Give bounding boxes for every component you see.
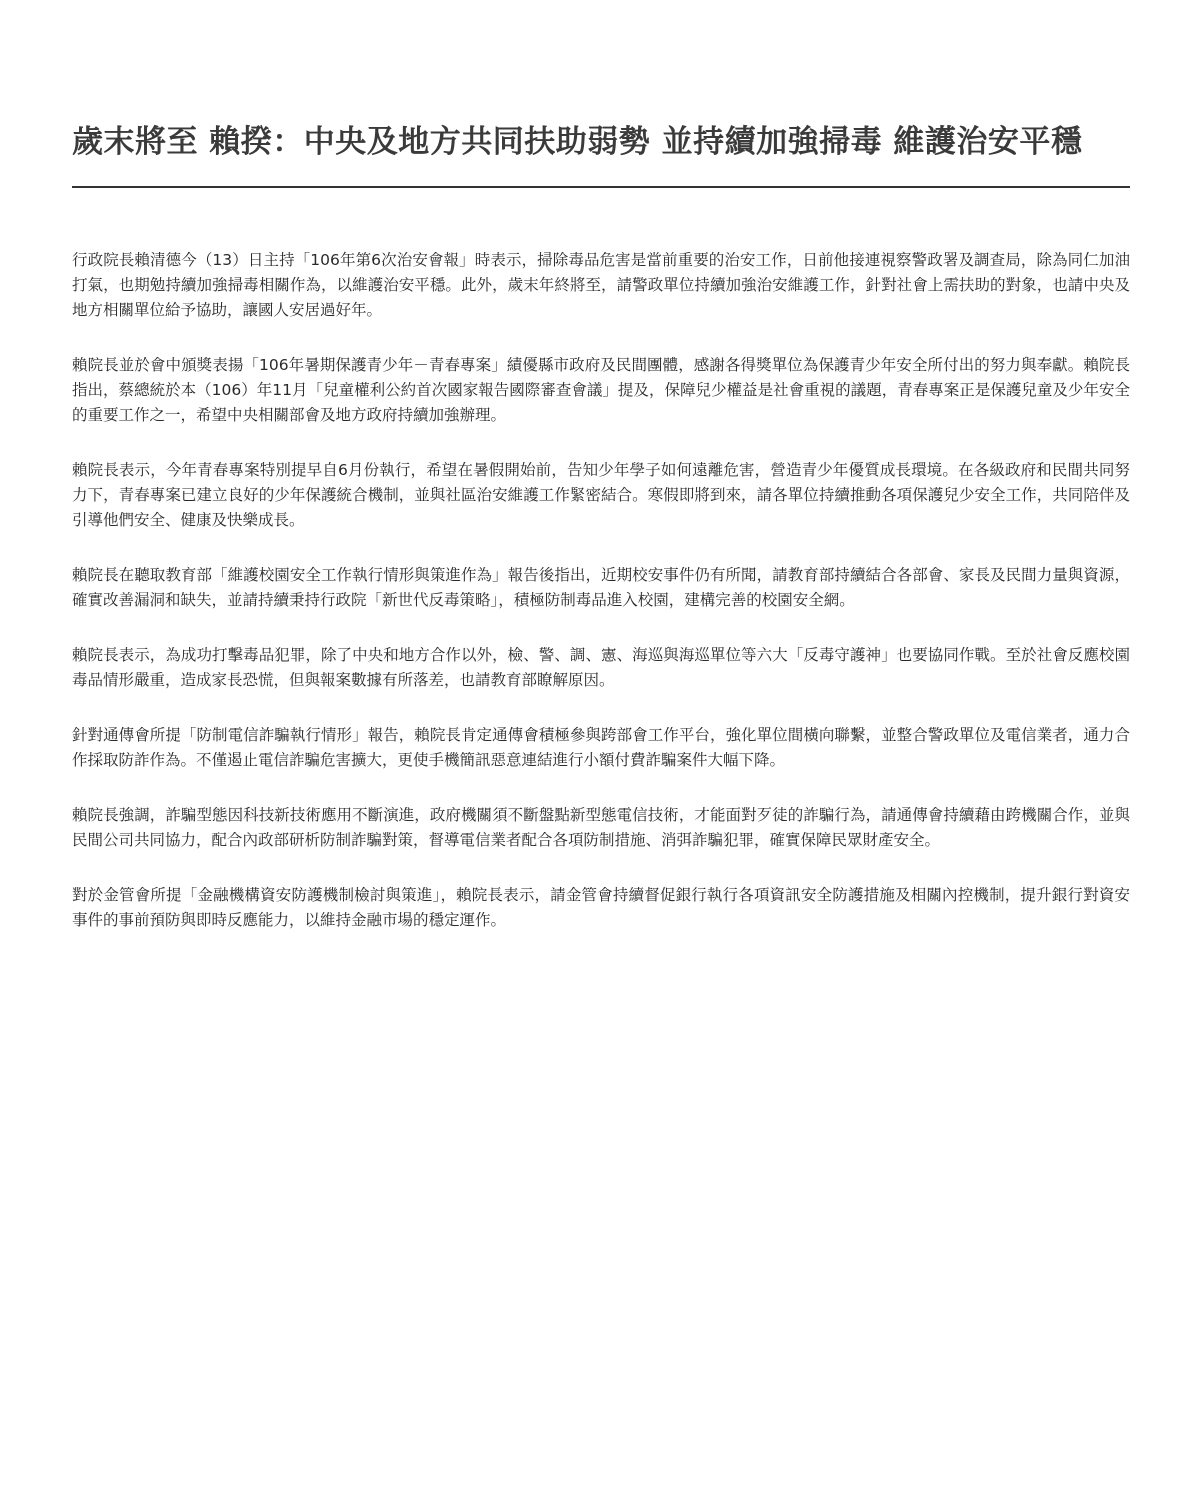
article-title: 歲末將至 賴揆：中央及地方共同扶助弱勢 並持續加強掃毒 維護治安平穩 [72, 124, 1083, 160]
paragraph: 賴院長強調，詐騙型態因科技新技術應用不斷演進，政府機關須不斷盤點新型態電信技術，才能面對歹徒的詐騙行為，請通傳會持續藉由跨機關合作，並與民間公司共同協力，配合內政部研析防制詐騙對策，督導電信業者配合各項防制措施、消弭詐騙犯罪，確實保障民眾財產安全。 [72, 806, 1130, 849]
paragraph: 行政院長賴清德今（13）日主持「106年第6次治安會報」時表示，掃除毒品危害是當前重要的治安工作，日前他接連視察警政署及調查局，除為同仁加油打氣，也期勉持續加強掃毒相關作為，以維護治安平穩。此外，歲末年終將至，請警政單位持續加強治安維護工作，針對社會上需扶助的對象，也請中央及地方相關單位給予協助，讓國人安居過好年。 [72, 251, 1130, 319]
paragraph: 賴院長並於會中頒獎表揚「106年暑期保護青少年－青春專案」績優縣市政府及民間團體，感謝各得獎單位為保護青少年安全所付出的努力與奉獻。賴院長指出，蔡總統於本（106）年11月「兒童權利公約首次國家報告國際審查會議」提及，保障兒少權益是社會重視的議題，青春專案正是保護兒童及少年安全的重要工作之一，希望中央相關部會及地方政府持續加強辦理。 [72, 356, 1130, 424]
paragraph: 對於金管會所提「金融機構資安防護機制檢討與策進」，賴院長表示，請金管會持續督促銀行執行各項資訊安全防護措施及相關內控機制，提升銀行對資安事件的事前預防與即時反應能力，以維持金融市場的穩定運作。 [72, 886, 1130, 929]
title-divider [72, 186, 1130, 188]
paragraph: 賴院長在聽取教育部「維護校園安全工作執行情形與策進作為」報告後指出，近期校安事件仍有所聞，請教育部持續結合各部會、家長及民間力量與資源，確實改善漏洞和缺失，並請持續秉持行政院「新世代反毒策略」，積極防制毒品進入校園，建構完善的校園安全網。 [72, 566, 1130, 609]
paragraph: 針對通傳會所提「防制電信詐騙執行情形」報告，賴院長肯定通傳會積極參與跨部會工作平台，強化單位間橫向聯繫，並整合警政單位及電信業者，通力合作採取防詐作為。不僅遏止電信詐騙危害擴大，更使手機簡訊惡意連結進行小額付費詐騙案件大幅下降。 [72, 726, 1130, 769]
article-page [72, 0, 1130, 963]
paragraph: 賴院長表示，今年青春專案特別提早自6月份執行，希望在暑假開始前，告知少年學子如何遠離危害，營造青少年優質成長環境。在各級政府和民間共同努力下，青春專案已建立良好的少年保護統合機制，並與社區治安維護工作緊密結合。寒假即將到來，請各單位持續推動各項保護兒少安全工作，共同陪伴及引導他們安全、健康及快樂成長。 [72, 461, 1130, 529]
article-body [72, 248, 1130, 933]
paragraph: 賴院長表示，為成功打擊毒品犯罪，除了中央和地方合作以外，檢、警、調、憲、海巡與海巡單位等六大「反毒守護神」也要協同作戰。至於社會反應校園毒品情形嚴重，造成家長恐慌，但與報案數據有所落差，也請教育部瞭解原因。 [72, 646, 1130, 689]
